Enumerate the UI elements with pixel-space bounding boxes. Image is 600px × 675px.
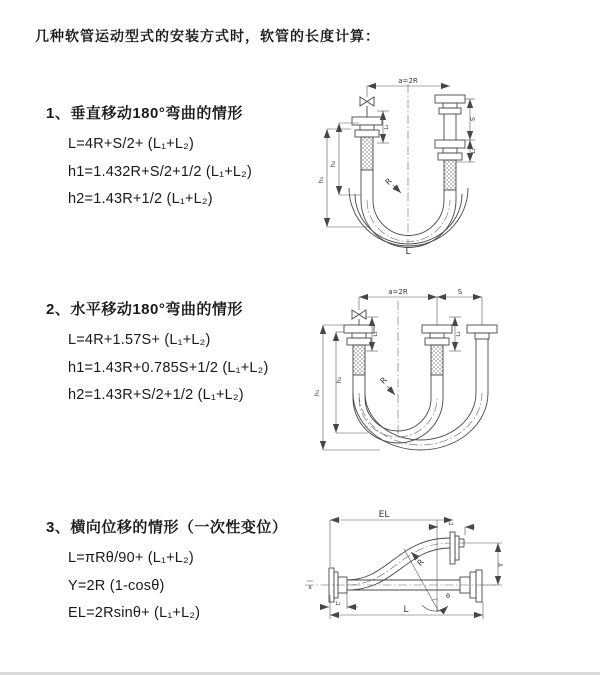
page-title: 几种软管运动型式的安装方式时，软管的长度计算： bbox=[35, 28, 380, 44]
formula: Y=2R (1-cosθ) bbox=[68, 577, 165, 594]
dim-label-h1: h₁ bbox=[313, 389, 321, 397]
radius-label: R bbox=[383, 176, 394, 187]
dim-s bbox=[437, 288, 482, 325]
radius-label: R bbox=[378, 375, 389, 386]
diagram-vertical-180-bend bbox=[303, 72, 588, 262]
formula: h1=1.432R+S/2+1/2 (L₁+L₂) bbox=[68, 163, 253, 180]
dim-label-h2: h₂ bbox=[335, 376, 343, 384]
dim-l1-top bbox=[428, 521, 475, 535]
dim-label-el: EL bbox=[378, 510, 390, 520]
diagram-horizontal-180-bend bbox=[310, 283, 590, 458]
section-3-heading: 3、横向位移的情形（一次性变位） bbox=[46, 519, 288, 536]
left-hose-fitting bbox=[344, 325, 374, 398]
dim-label-l1-left: L₁ bbox=[335, 601, 341, 607]
radius-label: R bbox=[415, 557, 426, 568]
dim-l1 bbox=[377, 111, 390, 143]
section-3-formulas bbox=[68, 545, 287, 628]
dim-label-l1: L₁ bbox=[384, 124, 390, 130]
dim-label-s: S bbox=[457, 288, 463, 296]
dim-label-y: Y bbox=[497, 562, 505, 568]
hose-s-curve-displaced bbox=[347, 538, 450, 590]
radius-callout bbox=[378, 375, 395, 395]
right-hose-fitting-moved bbox=[467, 325, 497, 393]
section-2-heading: 2、水平移动180°弯曲的情形 bbox=[46, 301, 243, 318]
centerline-mark bbox=[307, 581, 313, 591]
dim-h1 bbox=[317, 129, 367, 227]
left-hose-fitting bbox=[352, 117, 382, 200]
dim-el bbox=[330, 510, 453, 567]
dim-h2 bbox=[329, 123, 361, 195]
dim-label-h2: h₂ bbox=[329, 160, 337, 168]
dim-label-l2: L₂ bbox=[456, 331, 462, 337]
right-hose-fitting-original bbox=[460, 570, 482, 602]
dim-label-l1-top: L₁ bbox=[448, 521, 454, 527]
formula: L=4R+S/2+ (L₁+L₂) bbox=[68, 136, 194, 152]
section-1-heading: 1、垂直移动180°弯曲的情形 bbox=[46, 105, 243, 122]
dim-l1-left bbox=[320, 593, 358, 609]
section-3 bbox=[46, 518, 287, 628]
valve-icon bbox=[352, 297, 366, 325]
radius-callout bbox=[383, 176, 401, 193]
section-2-formulas bbox=[68, 327, 269, 410]
length-label: L bbox=[405, 247, 411, 257]
angle-theta bbox=[404, 520, 450, 612]
dim-l2 bbox=[456, 140, 477, 162]
hose-u-bend-moved bbox=[353, 393, 488, 450]
formula: h2=1.43R+S/2+1/2 (L₁+L₂) bbox=[68, 387, 244, 403]
formula: h2=1.43R+1/2 (L₁+L₂) bbox=[68, 191, 213, 207]
formula: EL=2Rsinθ+ (L₁+L₂) bbox=[68, 605, 201, 621]
hose-u-bend bbox=[349, 188, 468, 248]
middle-hose-fitting bbox=[422, 325, 452, 398]
right-hose-fitting-upper bbox=[435, 95, 465, 140]
dim-label-l: L bbox=[403, 605, 409, 615]
section-1-formulas bbox=[68, 131, 252, 214]
dim-a-2r bbox=[359, 288, 437, 297]
dim-s bbox=[465, 99, 477, 140]
right-hose-fitting-lower bbox=[435, 140, 465, 200]
diagram-lateral-displacement bbox=[300, 505, 512, 653]
dim-l1 bbox=[366, 317, 379, 351]
dim-label-a2r: a=2R bbox=[388, 288, 408, 296]
dim-label-l1: L₁ bbox=[373, 331, 379, 337]
formula: L=4R+1.57S+ (L₁+L₂) bbox=[68, 332, 211, 348]
dim-a-2r bbox=[367, 77, 450, 86]
section-2 bbox=[46, 300, 269, 410]
dim-label-l2: L₂ bbox=[471, 148, 477, 154]
right-hose-fitting-displaced bbox=[450, 532, 464, 564]
formula: h1=1.43R+0.785S+1/2 (L₁+L₂) bbox=[68, 359, 269, 376]
centerline-label: x bbox=[308, 584, 312, 591]
angle-label: θ bbox=[446, 592, 450, 600]
section-1 bbox=[46, 104, 252, 214]
dim-label-a2r: a=2R bbox=[398, 77, 418, 85]
dim-l2 bbox=[449, 317, 462, 351]
dim-label-h1: h₁ bbox=[317, 176, 325, 184]
dim-label-s: S bbox=[469, 116, 477, 122]
valve-icon bbox=[360, 86, 374, 117]
formula: L=πRθ/90+ (L₁+L₂) bbox=[68, 550, 194, 566]
